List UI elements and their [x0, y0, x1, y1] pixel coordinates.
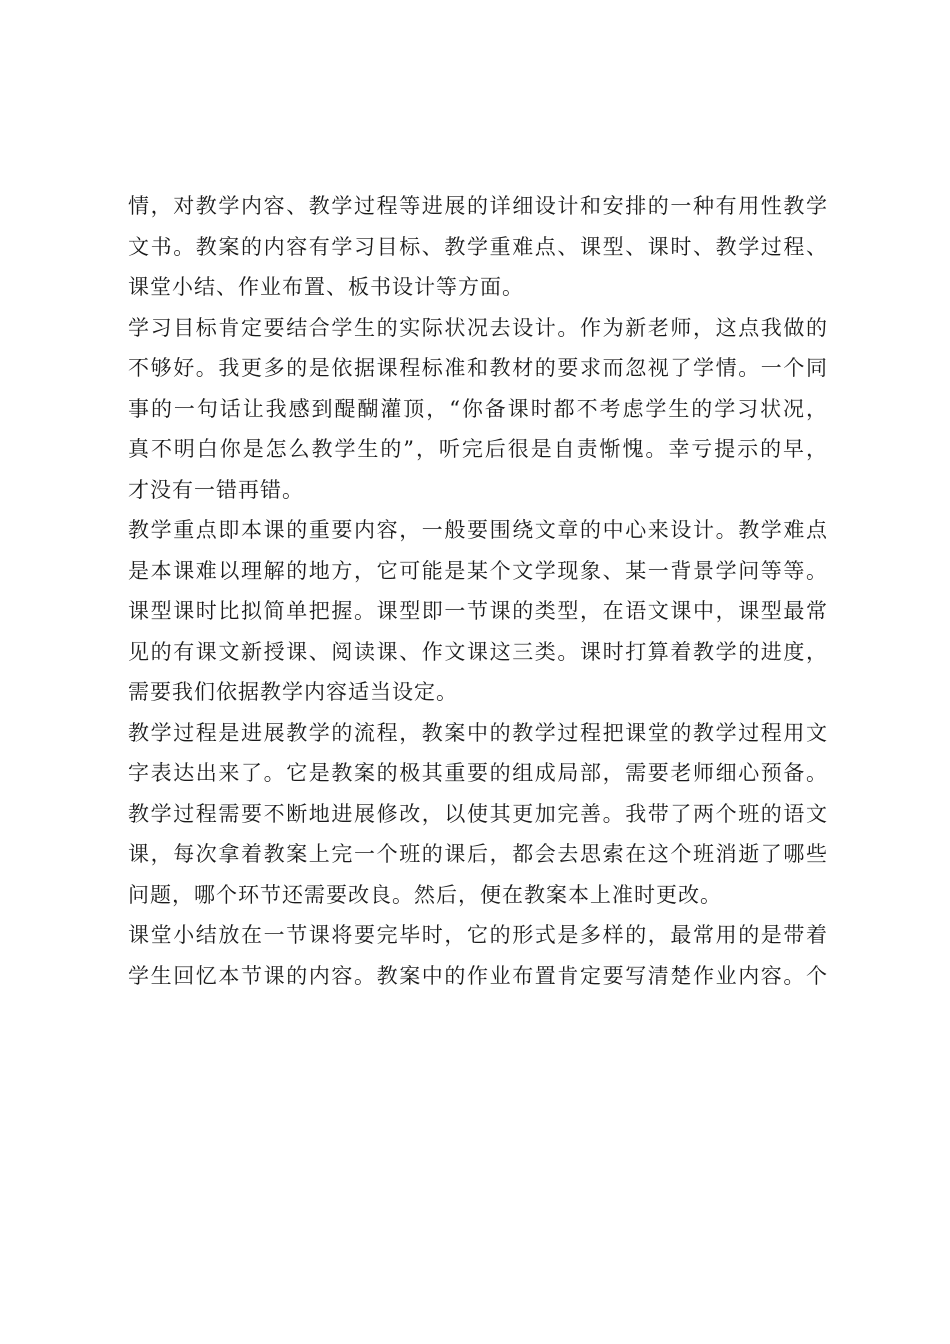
- text-line: 学习目标肯定要结合学生的实际状况去设计。作为新老师，这点我做的: [128, 315, 828, 340]
- paragraph-lesson-plan-definition: [128, 186, 828, 308]
- paragraph-learning-objectives: [128, 308, 828, 511]
- paragraph-key-difficult-points: [128, 510, 828, 591]
- text-line: 字表达出来了。它是教案的极其重要的组成局部，需要老师细心预备。: [128, 761, 828, 785]
- paragraph-process-revision: [128, 794, 828, 916]
- paragraph-teaching-process: [128, 713, 828, 794]
- text-line: 学生回忆本节课的内容。教案中的作业布置肯定要写清楚作业内容。个: [128, 963, 828, 988]
- text-line: 见的有课文新授课、阅读课、作文课这三类。课时打算着教学的进度，: [128, 639, 828, 664]
- text-line: 不够好。我更多的是依据课程标准和教材的要求而忽视了学情。一个同: [128, 356, 828, 380]
- text-line: 真不明白你是怎么教学生的”，听完后很是自责惭愧。幸亏提示的早，: [128, 437, 828, 461]
- body-text: [128, 186, 828, 996]
- text-line: 需要我们依据教学内容适当设定。: [128, 680, 458, 704]
- text-line: 文书。教案的内容有学习目标、教学重难点、课型、课时、教学过程、: [128, 234, 828, 259]
- text-line: 课堂小结、作业布置、板书设计等方面。: [128, 275, 524, 299]
- text-line: 情，对教学内容、教学过程等进展的详细设计和安排的一种有用性教学: [128, 194, 828, 218]
- text-line: 教学过程需要不断地进展修改，以使其更加完善。我带了两个班的语文: [128, 801, 828, 826]
- text-line: 课型课时比拟简单把握。课型即一节课的类型，在语文课中，课型最常: [128, 599, 828, 623]
- text-line: 教学过程是进展教学的流程，教案中的教学过程把课堂的教学过程用文: [128, 720, 828, 745]
- text-line: 课，每次拿着教案上完一个班的课后，都会去思索在这个班消逝了哪些: [128, 842, 828, 866]
- text-line: 是本课难以理解的地方，它可能是某个文学现象、某一背景学问等等。: [128, 558, 828, 583]
- text-line: 问题，哪个环节还需要改良。然后，便在教案本上准时更改。: [128, 882, 722, 907]
- paragraph-lesson-type-hours: [128, 591, 828, 713]
- text-line: 事的一句话让我感到醍醐灌顶，“你备课时都不考虑学生的学习状况，: [128, 396, 828, 421]
- paragraph-class-summary: [128, 915, 828, 996]
- text-line: 才没有一错再错。: [128, 477, 304, 502]
- text-line: 课堂小结放在一节课将要完毕时，它的形式是多样的，最常用的是带着: [128, 923, 828, 947]
- text-line: 教学重点即本课的重要内容，一般要围绕文章的中心来设计。教学难点: [128, 518, 828, 542]
